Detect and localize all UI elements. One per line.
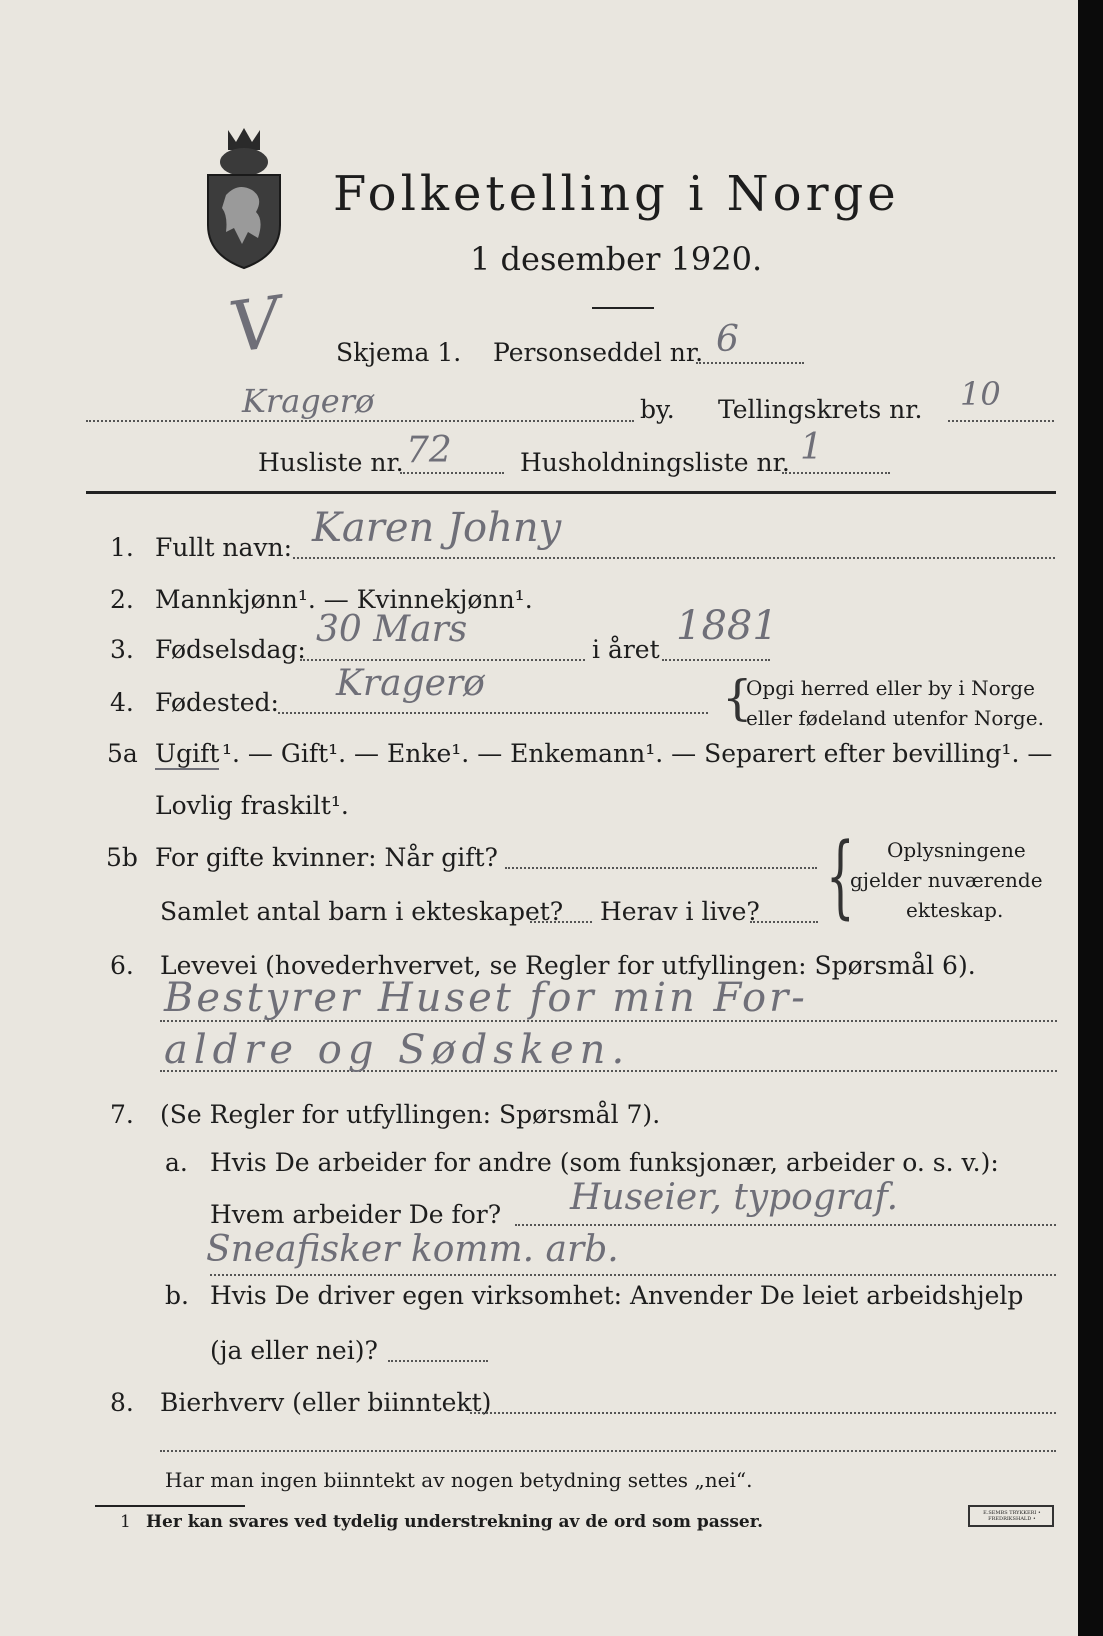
footer-note: Har man ingen biinntekt av nogen betydning settes „nei“.: [165, 1468, 753, 1492]
husholdningsliste-value: 1: [800, 427, 823, 468]
q5b-label1: For gifte kvinner: Når gift?: [155, 843, 498, 872]
q3-year-value: 1881: [676, 603, 778, 649]
q3-year-label: i året: [592, 635, 660, 664]
by-value: Kragerø: [242, 382, 375, 420]
q7a-value-line1: Huseier, typograf.: [570, 1177, 899, 1218]
q8-line1: [470, 1412, 1056, 1414]
footnote-divider: [95, 1505, 245, 1507]
q3-year-line: [662, 659, 770, 661]
by-label: by.: [640, 395, 675, 424]
q5b-label2: Samlet antal barn i ekteskapet?: [160, 897, 564, 926]
q5b-naar-gift-line: [505, 867, 817, 869]
q6-number: 6.: [110, 951, 134, 980]
q4-note-line1: Opgi herred eller by i Norge: [746, 676, 1035, 700]
q4-note-brace: {: [722, 670, 753, 726]
q7a-text: Hvis De arbeider for andre (som funksjonær, arbeider o. s. v.):: [210, 1148, 999, 1177]
q5b-note-line3: ekteskap.: [906, 898, 1004, 922]
q8-number: 8.: [110, 1388, 134, 1417]
printer-stamp: [968, 1505, 1054, 1527]
tellingskrets-value: 10: [960, 375, 1001, 413]
q3-value: 30 Mars: [316, 609, 468, 650]
page-title: Folketelling i Norge: [333, 166, 900, 222]
q2-number: 2.: [110, 585, 134, 614]
husliste-label: Husliste nr.: [258, 448, 404, 477]
by-line: [86, 420, 634, 422]
q6-label: Levevei (hovederhvervet, se Regler for utfyllingen: Spørsmål 6).: [160, 951, 976, 980]
personseddel-value: 6: [716, 319, 739, 360]
q2-text: Mannkjønn¹. — Kvinnekjønn¹.: [155, 585, 533, 614]
q4-note-line2: eller fødeland utenfor Norge.: [746, 706, 1044, 730]
q1-value: Karen Johny: [312, 505, 562, 551]
husholdningsliste-label: Husholdningsliste nr.: [520, 448, 790, 477]
q5b-note-line2: gjelder nuværende: [850, 868, 1043, 892]
q7-number: 7.: [110, 1100, 134, 1129]
q7b-letter: b.: [165, 1281, 189, 1310]
q5a-options: ¹. — Gift¹. — Enke¹. — Enkemann¹. — Separert efter bevilling¹. —: [222, 739, 1053, 768]
printer-stamp-text: E.SEMBS TRYKKERI • FREDRIKSHALD •: [983, 1510, 1041, 1522]
q5a-number: 5a: [107, 739, 138, 768]
tellingskrets-label: Tellingskrets nr.: [718, 395, 923, 424]
q7b-text: Hvis De driver egen virksomhet: Anvender De leiet arbeidshjelp: [210, 1281, 1024, 1310]
tellingskrets-line: [948, 420, 1054, 422]
q1-line: [293, 557, 1055, 559]
q8-line2: [160, 1450, 1056, 1452]
q7a-line2: [210, 1274, 1056, 1276]
q3-label: Fødselsdag:: [155, 635, 306, 664]
header-divider: [86, 491, 1056, 494]
q5b-live-line: [750, 921, 818, 923]
q5a-ugift: Ugift: [155, 739, 220, 768]
q7-label: (Se Regler for utfyllingen: Spørsmål 7).: [160, 1100, 661, 1129]
q7a-label: Hvem arbeider De for?: [210, 1200, 502, 1229]
q6-value-line2: aldre og Sødsken.: [164, 1027, 631, 1073]
q5b-number: 5b: [106, 843, 138, 872]
q1-number: 1.: [110, 533, 134, 562]
q3-number: 3.: [110, 635, 134, 664]
footnote-mark: 1: [120, 1512, 131, 1532]
q4-label: Fødested:: [155, 688, 279, 717]
schema-label: Skjema 1.: [336, 338, 462, 367]
personseddel-label: Personseddel nr.: [493, 338, 704, 367]
q4-line: [278, 712, 708, 714]
q7a-line1: [515, 1224, 1056, 1226]
q7a-letter: a.: [165, 1148, 188, 1177]
footnote-text: Her kan svares ved tydelig understrekning av de ord som passer.: [146, 1512, 764, 1532]
husliste-line: [400, 472, 504, 474]
husliste-value: 72: [406, 430, 452, 471]
q5a-line2: Lovlig fraskilt¹.: [155, 791, 349, 820]
q4-value: Kragerø: [336, 663, 485, 704]
title-divider: [592, 307, 654, 309]
q6-value-line1: Bestyrer Huset for min For-: [164, 975, 808, 1021]
q5b-label3: Herav i live?: [600, 897, 760, 926]
q5b-barn-line: [530, 921, 592, 923]
q3-day-line: [300, 659, 585, 661]
q7a-value-line2: Sneafisker komm. arb.: [206, 1229, 619, 1270]
margin-handwriting: V: [224, 280, 287, 370]
husholdningsliste-line: [782, 472, 890, 474]
norwegian-lion-coat-of-arms-icon: [198, 120, 290, 270]
q7b-line2: (ja eller nei)?: [210, 1336, 378, 1365]
q7b-answer-line: [388, 1360, 488, 1362]
q5b-note-brace: {: [826, 824, 855, 929]
q4-number: 4.: [110, 688, 134, 717]
scan-border: [1078, 0, 1103, 1636]
census-date: 1 desember 1920.: [470, 240, 763, 278]
q5b-note-line1: Oplysningene: [887, 838, 1026, 862]
q8-label: Bierhverv (eller biinntekt): [160, 1388, 492, 1417]
personseddel-line: [696, 362, 804, 364]
q1-label: Fullt navn:: [155, 533, 293, 562]
